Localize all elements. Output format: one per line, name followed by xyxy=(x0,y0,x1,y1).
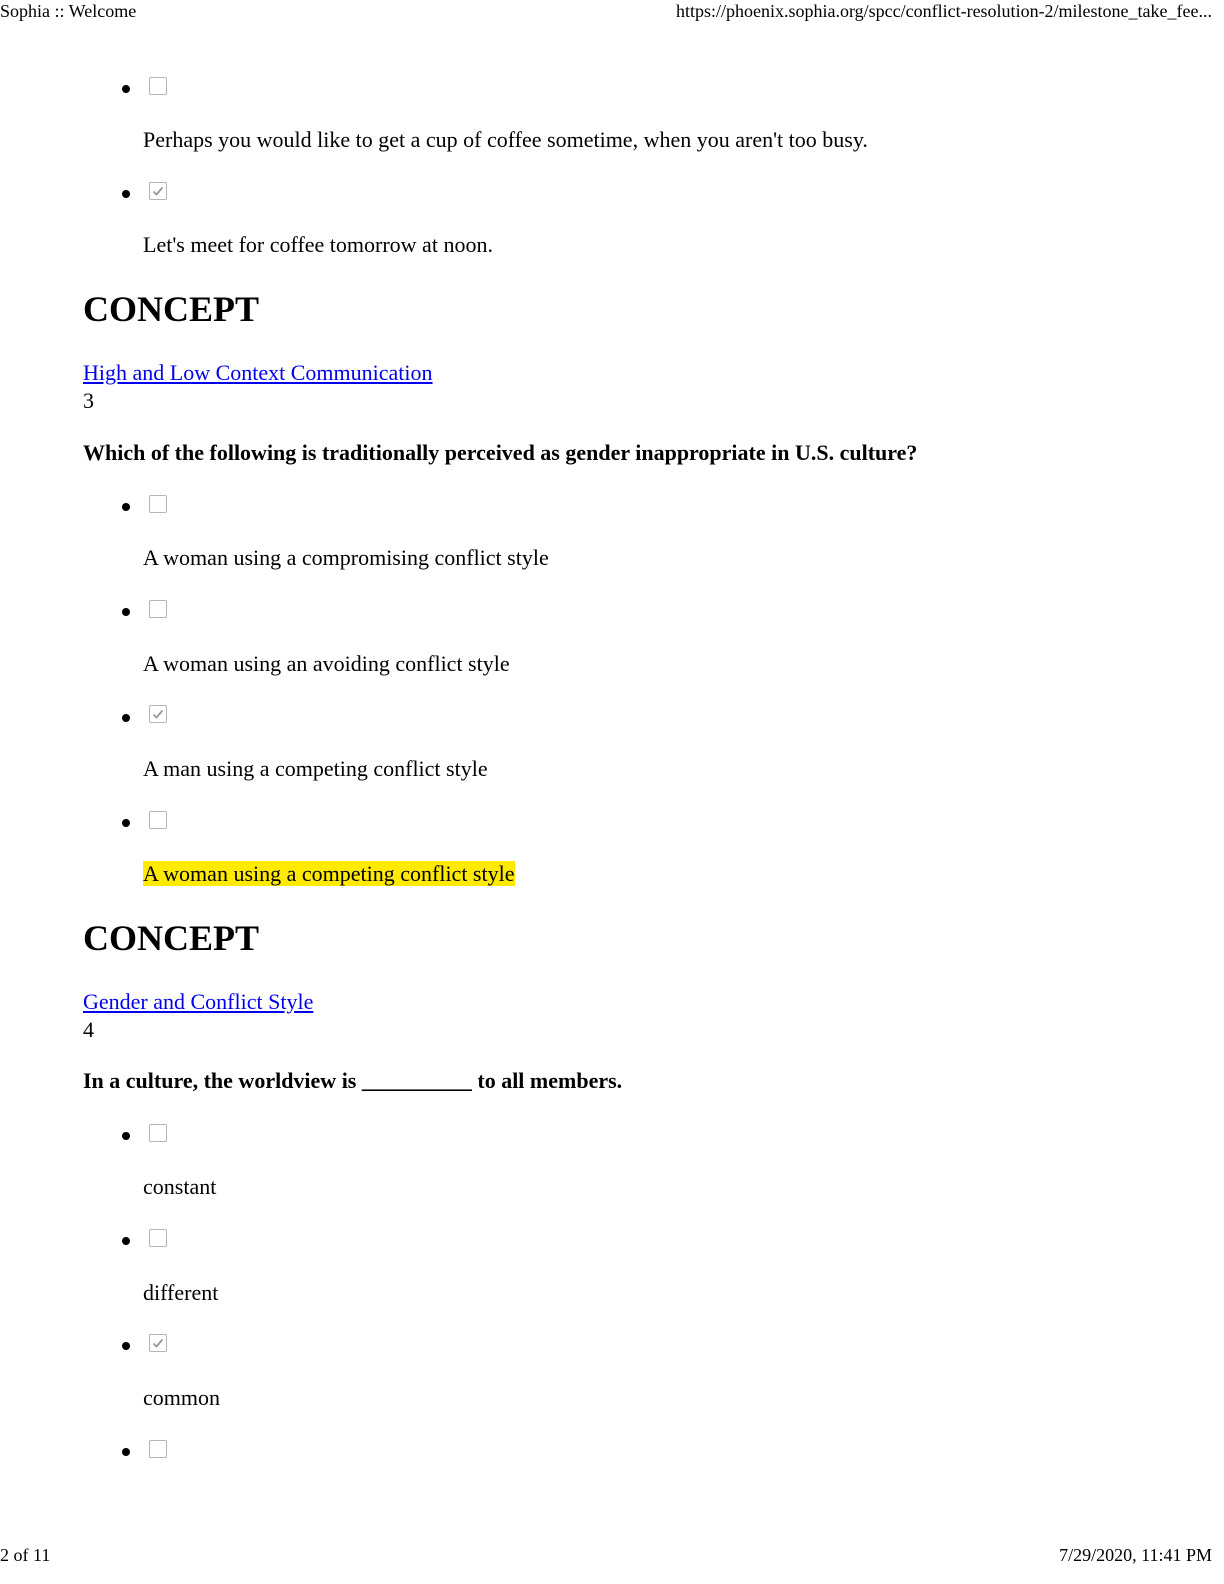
print-datetime: 7/29/2020, 11:41 PM xyxy=(1059,1545,1212,1565)
answer-option-text: Perhaps you would like to get a cup of coffee sometime, when you aren't too busy. xyxy=(143,127,868,152)
print-header xyxy=(0,1,1212,23)
answer-checkbox-checked[interactable] xyxy=(149,1334,167,1352)
answer-option-text: Let's meet for coffee tomorrow at noon. xyxy=(143,232,493,257)
page-title: Sophia :: Welcome xyxy=(0,1,137,21)
list-bullet xyxy=(122,714,130,722)
question-prompt: In a culture, the worldview is __________ to all members. xyxy=(83,1068,623,1093)
checkmark-icon xyxy=(152,185,164,197)
list-bullet xyxy=(122,1132,130,1140)
answer-option-row xyxy=(143,861,515,887)
answer-option-text: A man using a competing conflict style xyxy=(143,756,488,781)
list-bullet xyxy=(122,190,130,198)
list-bullet xyxy=(122,1448,130,1456)
answer-option-text: constant xyxy=(143,1174,217,1199)
answer-checkbox[interactable] xyxy=(149,1229,167,1247)
concept-heading: CONCEPT xyxy=(83,918,260,958)
list-bullet xyxy=(122,503,130,511)
answer-checkbox-checked[interactable] xyxy=(149,182,167,200)
checkmark-icon xyxy=(152,708,164,720)
concept-heading: CONCEPT xyxy=(83,289,260,329)
answer-checkbox[interactable] xyxy=(149,811,167,829)
question-prompt: Which of the following is traditionally perceived as gender inappropriate in U.S. culture? xyxy=(83,440,918,465)
concept-link[interactable]: High and Low Context Communication xyxy=(83,360,433,385)
list-bullet xyxy=(122,608,130,616)
answer-option-text: A woman using a compromising conflict style xyxy=(143,545,549,570)
answer-option-text: different xyxy=(143,1280,219,1305)
answer-checkbox[interactable] xyxy=(149,1440,167,1458)
answer-checkbox[interactable] xyxy=(149,77,167,95)
correct-answer-highlight: A woman using a competing conflict style xyxy=(143,861,515,886)
list-bullet xyxy=(122,1342,130,1350)
list-bullet xyxy=(122,1237,130,1245)
answer-checkbox[interactable] xyxy=(149,600,167,618)
answer-option-text: common xyxy=(143,1385,220,1410)
answer-checkbox[interactable] xyxy=(149,495,167,513)
checkmark-icon xyxy=(152,1337,164,1349)
concept-link[interactable]: Gender and Conflict Style xyxy=(83,989,314,1014)
answer-checkbox[interactable] xyxy=(149,1124,167,1142)
list-bullet xyxy=(122,819,130,827)
question-number: 3 xyxy=(83,388,94,413)
answer-checkbox-checked[interactable] xyxy=(149,705,167,723)
list-bullet xyxy=(122,85,130,93)
page-count: 2 of 11 xyxy=(0,1545,51,1565)
question-number: 4 xyxy=(83,1017,94,1042)
page-url: https://phoenix.sophia.org/spcc/conflict-resolution-2/milestone_take_fee... xyxy=(675,1,1212,21)
answer-option-text: A woman using an avoiding conflict style xyxy=(143,651,510,676)
